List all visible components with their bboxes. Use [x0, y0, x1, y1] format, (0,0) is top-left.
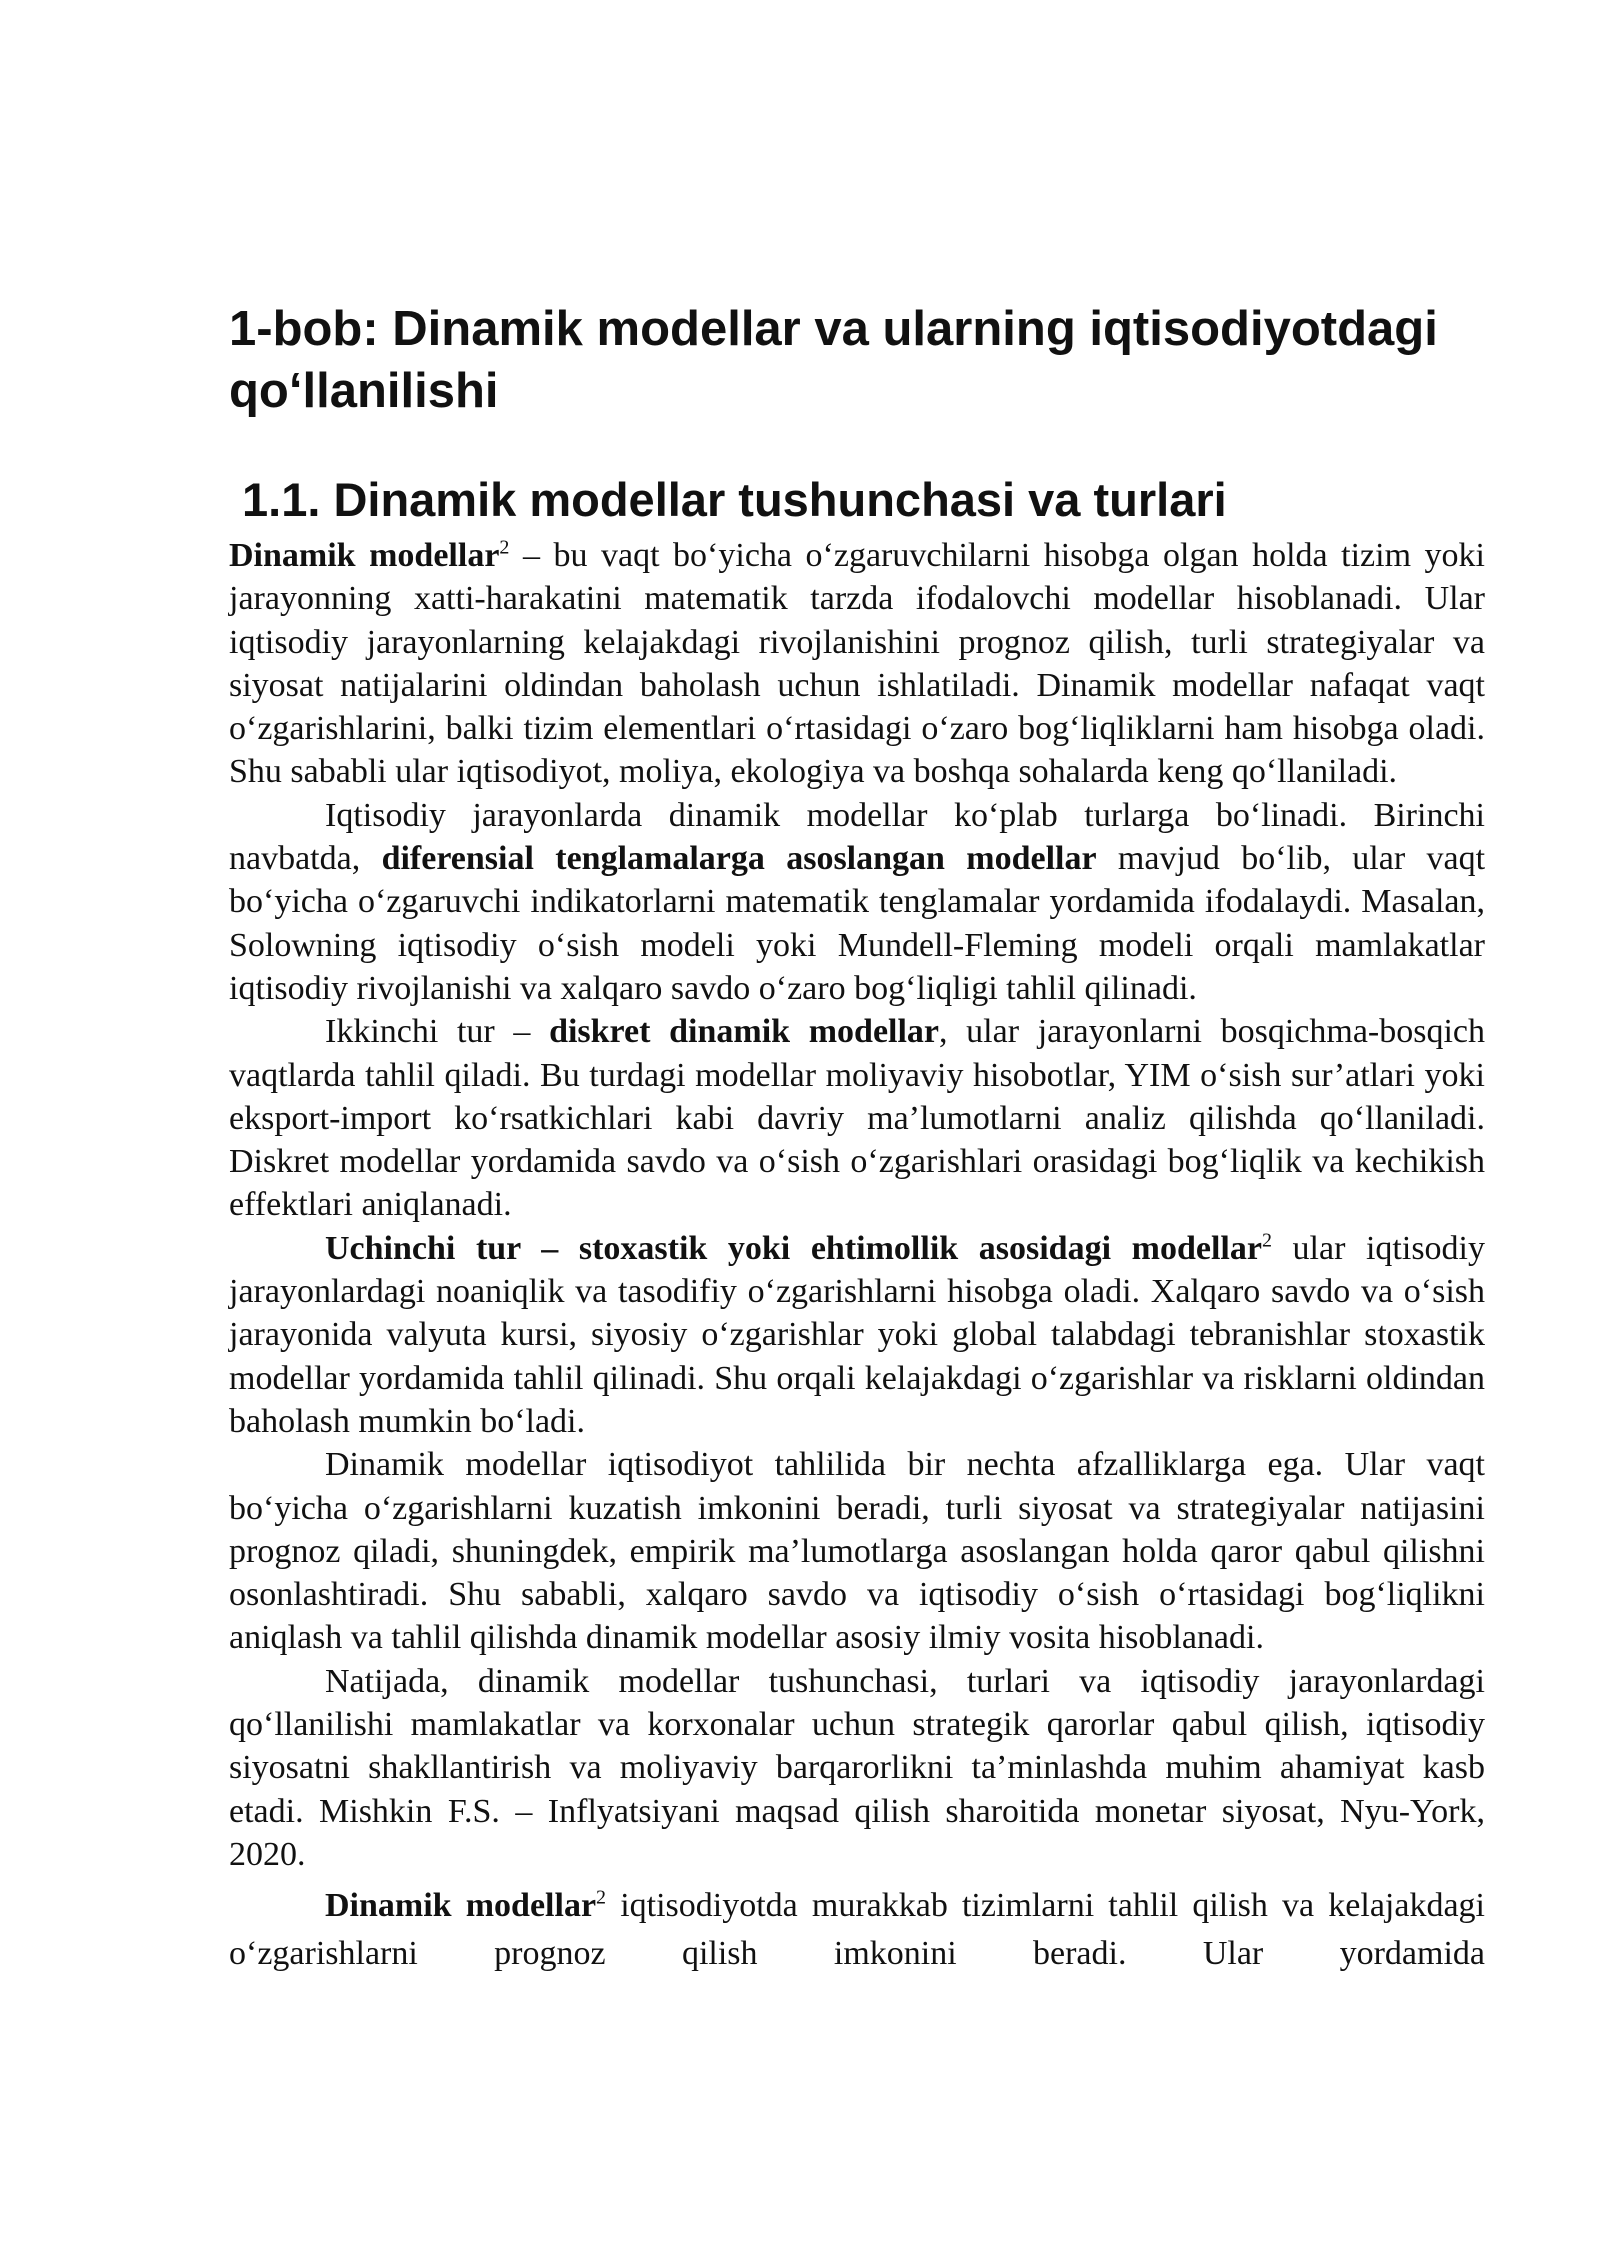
term-diferensial: diferensial tenglamalarga asoslangan modellar — [381, 840, 1097, 878]
document-page — [229, 298, 1485, 1978]
footnote-ref[interactable]: 2 — [1261, 1229, 1272, 1252]
section-title: 1.1. Dinamik modellar tushunchasi va turlari — [242, 473, 1227, 526]
footnote-ref[interactable]: 2 — [596, 1886, 607, 1909]
footnote-ref[interactable]: 2 — [499, 536, 510, 559]
chapter-title-line2: qo‘llanilishi — [229, 364, 499, 418]
paragraph-5: Dinamik modellar iqtisodiyot tahlilida bir nechta afzalliklarga ega. Ular vaqt bo‘yicha o‘zgarishlarni kuzatish imkonini beradi, turli siyosat va strategiyalar natijasini prognoz qiladi, shuningdek, empirik ma’lumotlarga asoslangan holda qaror qabul qilishni osonlashtiradi. Shu sababli, xalqaro savdo va iqtisodiy o‘sish o‘rtasidagi bog‘liqlikni aniqlash va tahlil qilishda dinamik modellar asosiy ilmiy vosita hisoblanadi. — [229, 1446, 1485, 1657]
term-diskret: diskret dinamik modellar — [549, 1013, 940, 1051]
chapter-title — [229, 298, 1485, 422]
paragraph-4: Uchinchi tur – stoxastik yoki ehtimollik asosidagi modellar$^2$ ular iqtisodiy jarayonlardagi noaniqlik va tasodifiy o‘zgarishlarni hisobga oladi. Xalqaro savdo va o‘sish jarayonida valyuta kursi, siyosiy o‘zgarishlar yoki global talabdagi tebranishlar stoxastik modellar yordamida tahlil qilinadi. Shu orqali kelajakdagi o‘zgarishlar va risklarni oldindan baholash mumkin bo‘ladi. — [229, 1229, 1485, 1440]
paragraph-1: Dinamik modellar$^2$ – bu vaqt bo‘yicha o‘zgaruvchilarni hisobga olgan holda tizim yoki jarayonning xatti-harakatini matematik tarzda ifodalovchi modellar hisoblanadi. Ular iqtisodiy jarayonlarning kelajakdagi rivojlanishini prognoz qilish, turli strategiyalar va siyosat natijalarini oldindan baholash uchun ishlatiladi. Dinamik modellar nafaqat vaqt o‘zgarishlarini, balki tizim elementlari o‘rtasidagi o‘zaro bog‘liqliklarni ham hisobga oladi. Shu sababli ular iqtisodiyot, moliya, ekologiya va boshqa sohalarda keng qo‘llaniladi. — [229, 536, 1485, 791]
paragraph-7: Dinamik modellar$^2$ iqtisodiyotda murakkab tizimlarni tahlil qilish va kelajakdagi o‘zgarishlarni prognoz qilish imkonini beradi. Ular yordamida — [229, 1886, 1485, 1973]
paragraph-2: Iqtisodiy jarayonlarda dinamik modellar ko‘plab turlarga bo‘linadi. Birinchi navbatda, diferensial tenglamalarga asoslangan modellar mavjud bo‘lib, ular vaqt bo‘yicha o‘zgaruvchi indikatorlarni matematik tenglamalar yordamida ifodalaydi. Masalan, Solowning iqtisodiy o‘sish modeli yoki Mundell-Fleming modeli orqali mamlakatlar iqtisodiy rivojlanishi va xalqaro savdo o‘zaro bog‘liqligi tahlil qilinadi. — [229, 796, 1486, 1007]
term-dinamik-modellar: Dinamik modellar — [325, 1887, 597, 1925]
term-dinamik-modellar: Dinamik modellar — [229, 537, 500, 574]
paragraph-6: Natijada, dinamik modellar tushunchasi, turlari va iqtisodiy jarayonlardagi qo‘llanilishi mamlakatlar va korxonalar uchun strategik qarorlar qabul qilish, iqtisodiy siyosatni shakllantirish va moliyaviy barqarorlikni ta’minlashda muhim ahamiyat kasb etadi. Mishkin F.S. – Inflyatsiyani maqsad qilish sharoitida monetar siyosat, Nyu-York, 2020. — [229, 1662, 1485, 1873]
chapter-title-line1: 1-bob: Dinamik modellar va ularning iqtisodiyotdagi — [229, 302, 1438, 356]
body-text — [229, 534, 1485, 1978]
paragraph-3: Ikkinchi tur – diskret dinamik modellar, ular jarayonlarni bosqichma-bosqich vaqtlarda tahlil qiladi. Bu turdagi modellar moliyaviy hisobotlar, YIM o‘sish sur’atlari yoki eksport-import ko‘rsatkichlari kabi davriy ma’lumotlarni analiz qilishda qo‘llaniladi. Diskret modellar yordamida savdo va o‘sish o‘zgarishlari orasidagi bog‘liqlik va kechikish effektlari aniqlanadi. — [229, 1013, 1486, 1224]
term-stoxastik: Uchinchi tur – stoxastik yoki ehtimollik asosidagi modellar — [325, 1229, 1262, 1267]
